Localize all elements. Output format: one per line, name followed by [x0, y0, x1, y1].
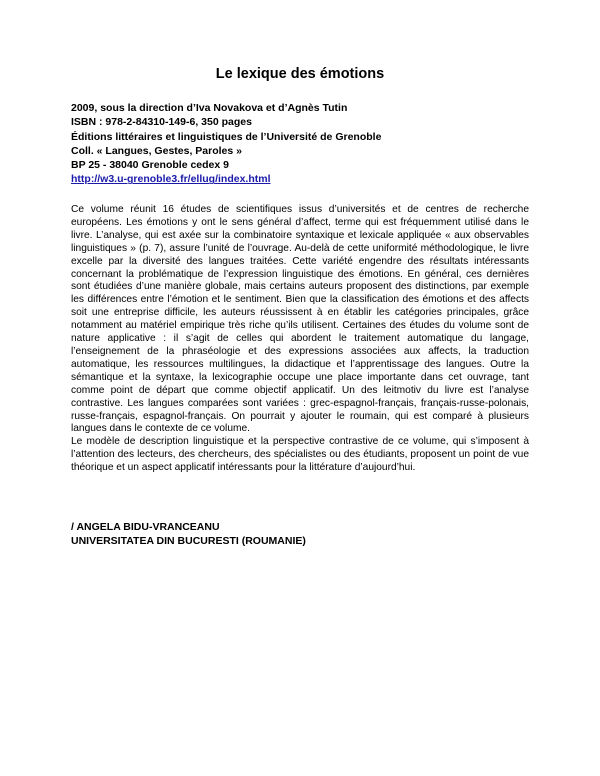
collection: Coll. « Langues, Gestes, Paroles »	[71, 144, 242, 157]
publisher-link[interactable]: http://w3.u-grenoble3.fr/ellug/index.html	[71, 173, 271, 186]
review-body	[71, 204, 529, 475]
reviewer-name: / ANGELA BIDU-VRANCEANU	[71, 521, 220, 533]
publication-info	[71, 101, 541, 187]
document-title: Le lexique des émotions	[215, 66, 385, 82]
address: BP 25 - 38040 Grenoble cedex 9	[71, 159, 229, 172]
review-paragraph-1: Ce volume réunit 16 études de scientifiques issus d’universités et de centres de recherche européens. Les émotions y ont le sens général d’affect, terme qui est fréquemment utilisé dans le livre. L’analyse, qui est axée sur la combinatoire syntaxique et lexicale appliquée « aux observables linguistiques » (p. 7), assure l’unité de l’ouvrage. Au-delà de cette uniformité méthodologique, le livre excelle par la diversité des langues traitées. Cette variété engendre des résultats intéressants concernant la problématique de l’expression linguistique des émotions. En général, ces dernières sont étudiées d’une manière globale, mais certains auteurs proposent des distinctions, par exemple les différences entre l’émotion et le sentiment. Bien que la classification des émotions et des affects soit une entreprise difficile, les auteurs réussissent à en établir les catégories principales, grâce notamment au matériel empirique très riche qu’ils utilisent. Certaines des études du volume sont de nature applicative : il s’agit de celles qui abordent le traitement automatique du langage, l’enseignement de la phraséologie et des expressions associées aux affects, la traduction automatique, les ressources multilingues, la didactique et l’apprentissage des langues. Outre la sémantique et la syntaxe, la lexicographie occupe une place importante dans cet ouvrage, tant comme point de départ que comme objectif applicatif. Un des leitmotiv du livre est l’analyse contrastive. Les langues comparées sont variées : grec-espagnol-français, français-russe-polonais, russe-français, espagnol-français. On pourrait y ajouter le roumain, qui est comparé à plusieurs langues dans le contexte de ce volume.	[71, 204, 529, 435]
publisher: Éditions littéraires et linguistiques de l’Université de Grenoble	[71, 130, 382, 143]
publication-date-editors: 2009, sous la direction d’Iva Novakova et d’Agnès Tutin	[71, 102, 348, 114]
review-signature	[71, 520, 541, 548]
publisher-link-row	[71, 172, 541, 186]
isbn-pages: ISBN : 978-2-84310-149-6, 350 pages	[71, 116, 252, 129]
review-paragraph-2: Le modèle de description linguistique et la perspective contrastive de ce volume, qui s’imposent à l’attention des lecteurs, des chercheurs, des spécialistes ou des étudiants, proposent un point de vue théorique et un aspect applicatif intéressants pour la littérature d’aujourd’hui.	[71, 436, 529, 474]
reviewer-affiliation: UNIVERSITATEA DIN BUCURESTI (ROUMANIE)	[71, 535, 306, 547]
